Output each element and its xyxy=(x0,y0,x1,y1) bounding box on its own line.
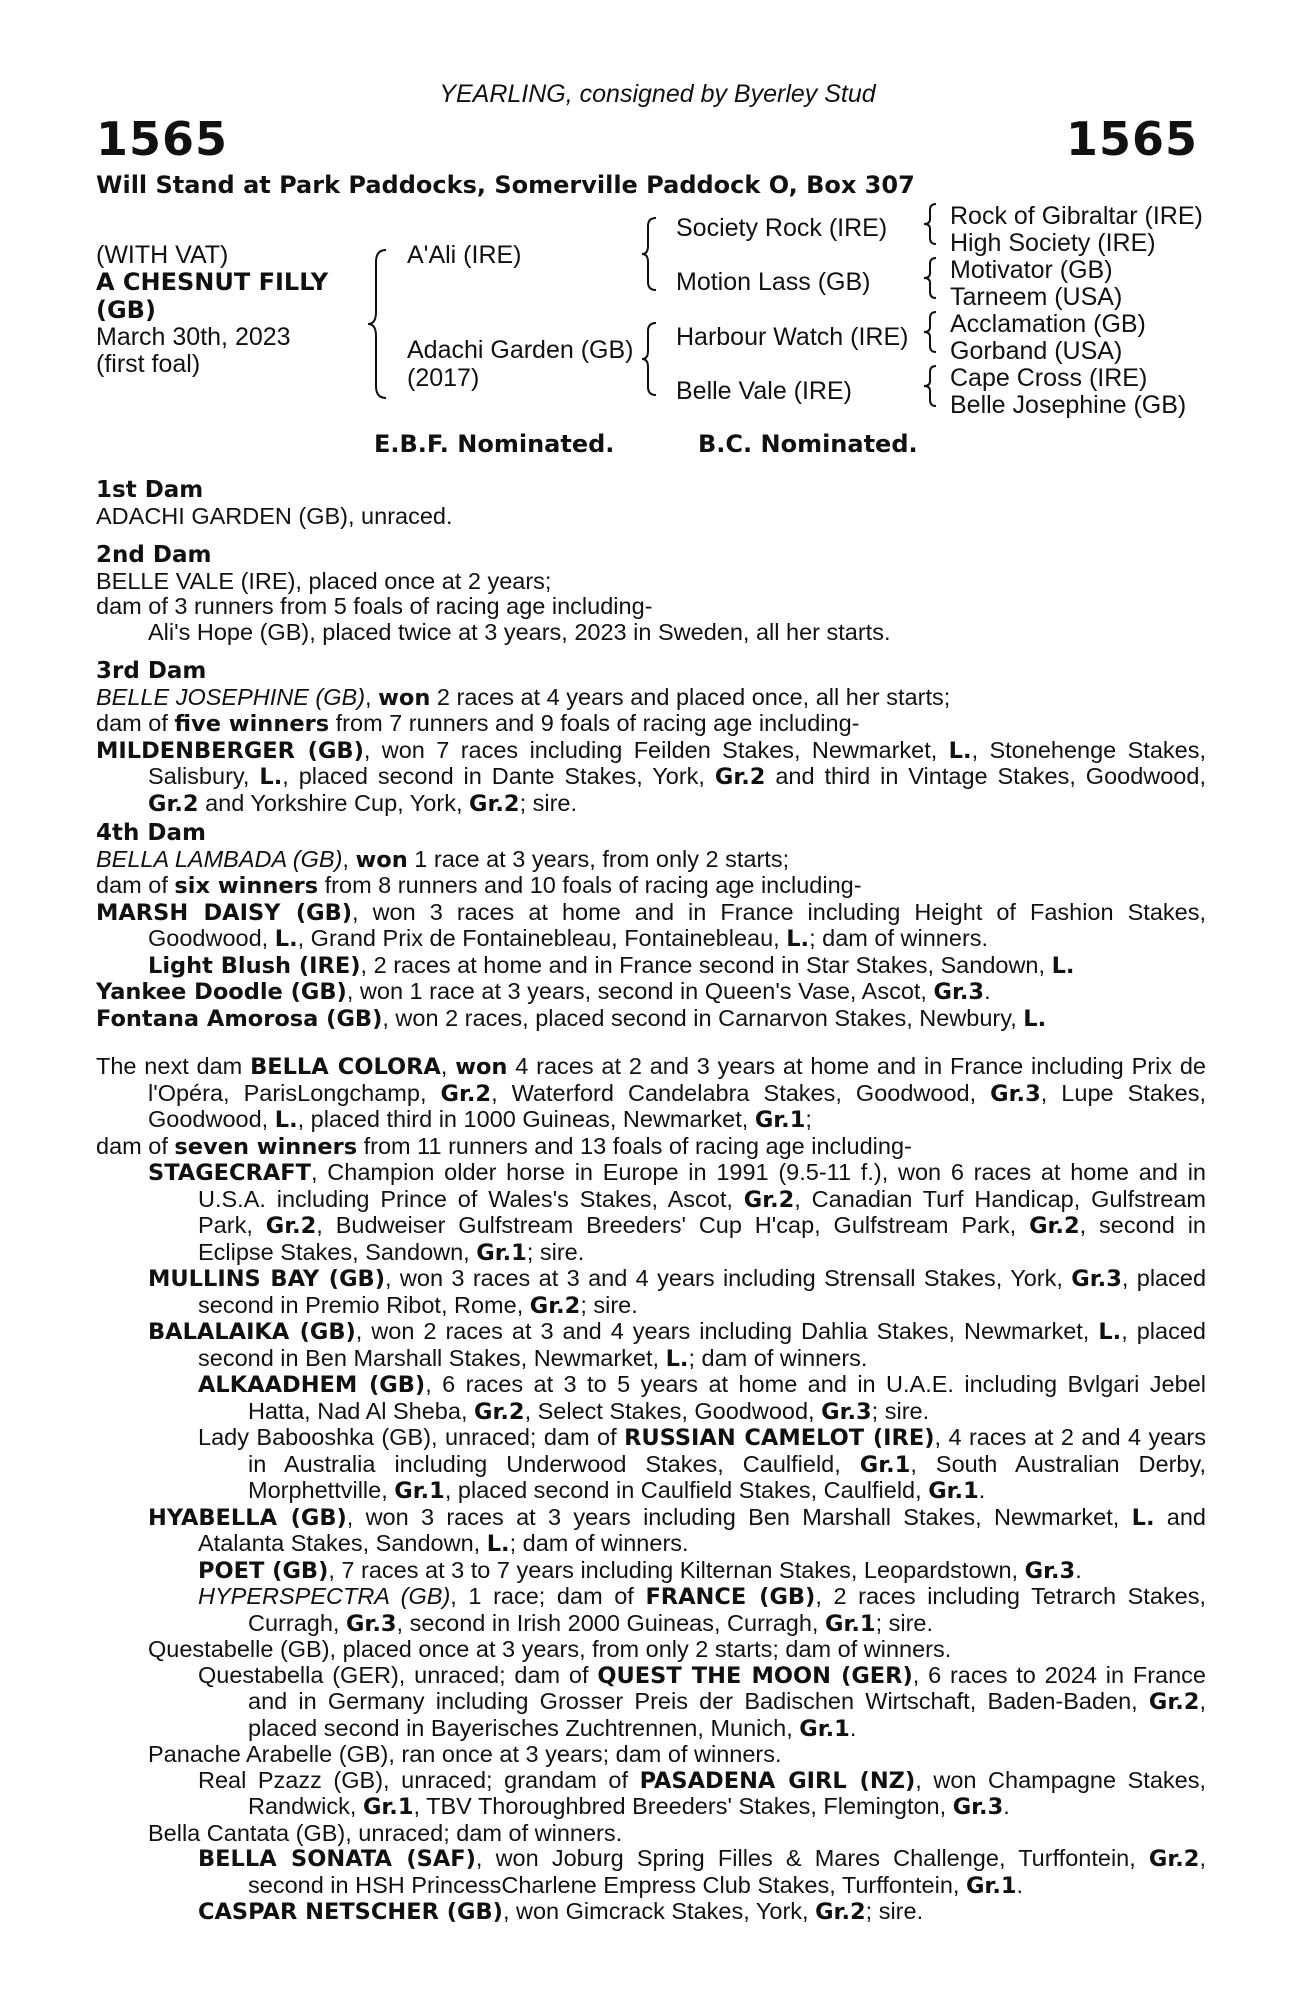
produce-mildenberger xyxy=(96,738,1206,818)
second-dam-line: BELLE VALE (IRE), placed once at 2 years; xyxy=(96,567,552,594)
horse-name: FRANCE (GB) xyxy=(645,1584,816,1610)
grade: Gr.2 xyxy=(714,764,766,790)
text: , won 1 race at 3 years, second in Queen's Vase, Ascot, xyxy=(346,978,934,1004)
ancestor-8: Belle Josephine (GB) xyxy=(950,391,1187,419)
pedigree-brace-g2 xyxy=(922,256,940,300)
produce-panache-arabelle: Panache Arabelle (GB), ran once at 3 years; dam of winners. xyxy=(148,1741,782,1767)
text: ; sire. xyxy=(526,1238,585,1265)
grade: L. xyxy=(1098,1319,1122,1345)
won-label: won xyxy=(355,846,408,873)
consignment-header: YEARLING, consigned by Byerley Stud xyxy=(439,80,876,108)
text: . xyxy=(1003,1793,1010,1819)
produce-bella-cantata: Bella Cantata (GB), unraced; dam of winners. xyxy=(148,1819,623,1846)
grade: Gr.1 xyxy=(799,1715,850,1742)
winners-count: seven winners xyxy=(174,1133,358,1160)
horse-name: CASPAR NETSCHER (GB) xyxy=(198,1899,503,1925)
produce-marsh-daisy xyxy=(96,900,1206,953)
grade: Gr.3 xyxy=(990,1080,1041,1107)
grade: Gr.2 xyxy=(148,790,199,817)
horse-name: BELLA SONATA (SAF) xyxy=(198,1846,476,1872)
grade: Gr.1 xyxy=(394,1478,445,1504)
text: ; sire. xyxy=(580,1291,638,1318)
text: from 8 runners and 10 foals of racing age including- xyxy=(318,872,862,898)
next-dam-produce-line xyxy=(96,1134,1206,1161)
grade: Gr.1 xyxy=(965,1872,1017,1899)
fourth-dam-line: BELLA LAMBADA (GB), won 1 race at 3 years, from only 2 starts; xyxy=(96,845,790,873)
produce-alkaadhem xyxy=(96,1372,1206,1425)
text: ; sire. xyxy=(871,1397,930,1424)
second-dam-heading: 2nd Dam xyxy=(96,542,212,568)
text: . xyxy=(984,978,991,1004)
horse-name: STAGECRAFT xyxy=(148,1160,312,1186)
horse-name: Fontana Amorosa (GB) xyxy=(96,1005,383,1032)
grade: L. xyxy=(274,1107,298,1133)
stand-location: Will Stand at Park Paddocks, Somerville Paddock O, Box 307 xyxy=(96,171,915,199)
won-label: won xyxy=(455,1054,508,1080)
winners-count: six winners xyxy=(174,873,319,899)
grade: Gr.2 xyxy=(1029,1213,1080,1239)
second-dam-produce: Ali's Hope (GB), placed twice at 3 years, 2023 in Sweden, all her starts. xyxy=(148,618,891,645)
dam-history xyxy=(96,478,1206,1926)
section-gap xyxy=(96,1032,1206,1054)
text: , placed second in Bayerisches Zuchtrennen, Munich, xyxy=(248,1688,1206,1741)
text: Lady Babooshka (GB), unraced; dam of xyxy=(198,1424,625,1450)
text: and Yorkshire Cup, York, xyxy=(198,789,469,816)
text: , TBV Thoroughbred Breeders' Stakes, Flemington, xyxy=(413,1793,953,1819)
text: , 7 races at 3 to 7 years including Kilternan Stakes, Leopardstown, xyxy=(328,1556,1025,1583)
text: . xyxy=(1016,1871,1024,1898)
winners-count: five winners xyxy=(174,711,330,737)
horse-name: HYABELLA (GB) xyxy=(148,1504,347,1531)
text: , placed third in 1000 Guineas, Newmarket, xyxy=(297,1106,755,1132)
foal-note: (first foal) xyxy=(96,350,201,378)
produce-balalaika xyxy=(96,1319,1206,1372)
pedigree-brace-g1 xyxy=(922,202,940,246)
grade: L. xyxy=(486,1531,510,1557)
text: , Budweiser Gulfstream Breeders' Cup H'cap, Gulfstream Park, xyxy=(316,1212,1030,1238)
dam-name: Adachi Garden (GB) xyxy=(407,336,634,364)
text: , Stonehenge Stakes, Salisbury, xyxy=(148,736,1206,789)
text: , 6 races at 3 to 5 years at home and in U.A.E. including Bvlgari Jebel Hatta, Nad Al Sheba, xyxy=(248,1371,1206,1424)
produce-fontana-amorosa xyxy=(96,1006,1206,1033)
grade: Gr.2 xyxy=(265,1213,317,1239)
text: , won 2 races, placed second in Carnarvon Stakes, Newbury, xyxy=(382,1004,1024,1031)
pedigree-brace-sire xyxy=(640,216,660,292)
grade: L. xyxy=(1023,1005,1047,1032)
grade: Gr.1 xyxy=(754,1107,806,1133)
sire-sire: Society Rock (IRE) xyxy=(676,214,888,242)
text: , second in Eclipse Stakes, Sandown, xyxy=(198,1212,1206,1265)
produce-hyperspectra xyxy=(96,1584,1206,1637)
grade: Gr.3 xyxy=(1071,1266,1122,1292)
text: Real Pzazz (GB), unraced; grandam of xyxy=(198,1766,640,1793)
next-dam-record: The next dam BELLA COLORA, won 4 races at 2 and 3 years at home and in France including Prix de l'Opéra, ParisLongchamp, Gr.2, Waterford Candelabra Stakes, Goodwood, Gr.3, Lupe Stakes, Goodwood, L., placed third in 1000 Guineas, Newmarket, Gr.1; xyxy=(96,1053,1206,1133)
produce-mullins-bay xyxy=(96,1266,1206,1319)
grade: L. xyxy=(665,1345,689,1372)
grade: Gr.3 xyxy=(1024,1557,1076,1584)
text: , placed second in Caulfield Stakes, Caulfield, xyxy=(444,1477,929,1503)
text: Questabella (GER), unraced; dam of xyxy=(198,1661,598,1688)
text: , 6 races to 2024 in France and in Germany including Grosser Preis der Badischen Wirtschaft, Baden-Baden, xyxy=(248,1661,1206,1714)
text: and third in Vintage Stakes, Goodwood, xyxy=(765,763,1206,789)
grade: Gr.2 xyxy=(743,1186,795,1213)
text: , 2 races at home and in France second in Star Stakes, Sandown, xyxy=(360,951,1052,978)
text: , placed second in Premio Ribot, Rome, xyxy=(198,1265,1207,1318)
sire-name: A'Ali (IRE) xyxy=(407,241,522,269)
ebf-nomination: E.B.F. Nominated. xyxy=(374,430,615,458)
text: , won 3 races at home and in France including Height of Fashion Stakes, Goodwood, xyxy=(148,898,1206,951)
race-record: 1 race at 3 years, from only 2 starts; xyxy=(407,845,790,872)
grade: Gr.2 xyxy=(469,790,520,817)
horse-name-country: (GB) xyxy=(96,296,156,324)
vat-note: (WITH VAT) xyxy=(96,241,229,269)
lot-number-left: 1565 xyxy=(96,112,229,166)
grade: Gr.3 xyxy=(952,1794,1004,1820)
grade: Gr.2 xyxy=(440,1080,492,1107)
text: , South Australian Derby, Morphettville, xyxy=(248,1450,1207,1503)
grade: L. xyxy=(1131,1504,1155,1531)
grade: L. xyxy=(1051,952,1075,979)
dam-dam: Belle Vale (IRE) xyxy=(676,377,852,405)
bc-nomination: B.C. Nominated. xyxy=(698,430,918,458)
produce-questabella xyxy=(96,1663,1206,1743)
grade: L. xyxy=(786,926,810,952)
text: , Grand Prix de Fontainebleau, Fontainebleau, xyxy=(297,925,787,951)
grade: Gr.1 xyxy=(362,1794,414,1820)
horse-name: QUEST THE MOON (GER) xyxy=(597,1662,913,1689)
grade: Gr.1 xyxy=(928,1478,979,1504)
horse-name: HYPERSPECTRA (GB) xyxy=(198,1583,451,1609)
text: , Canadian Turf Handicap, Gulfstream Park, xyxy=(198,1185,1206,1238)
text: , Waterford Candelabra Stakes, Goodwood, xyxy=(491,1079,991,1106)
text: from 7 runners and 9 foals of racing age including- xyxy=(329,710,860,736)
text: , 2 races including Tetrarch Stakes, Curragh, xyxy=(248,1583,1206,1636)
text: dam of xyxy=(96,872,175,898)
horse-name: Yankee Doodle (GB) xyxy=(96,979,347,1005)
grade: L. xyxy=(259,764,283,790)
text: , won Champagne Stakes, Randwick, xyxy=(248,1766,1206,1819)
text: , won Joburg Spring Filles & Mares Challenge, Turffontein, xyxy=(475,1845,1149,1871)
grade: Gr.2 xyxy=(815,1899,866,1925)
produce-poet xyxy=(96,1558,1206,1585)
text: , Select Stakes, Goodwood, xyxy=(524,1397,822,1424)
third-dam-heading: 3rd Dam xyxy=(96,658,207,684)
produce-light-blush xyxy=(96,953,1206,980)
text: The next dam xyxy=(96,1053,251,1079)
text: , won 7 races including Feilden Stakes, Newmarket, xyxy=(363,736,949,763)
ancestor-7: Cape Cross (IRE) xyxy=(950,364,1148,392)
horse-name: POET (GB) xyxy=(198,1557,329,1584)
produce-yankee-doodle xyxy=(96,979,1206,1006)
third-dam-line xyxy=(96,711,1206,738)
produce-hyabella xyxy=(96,1505,1206,1558)
text: , won 2 races at 3 and 4 years including Dahlia Stakes, Newmarket, xyxy=(355,1318,1099,1344)
text: ; dam of winners. xyxy=(809,925,989,951)
horse-name: MARSH DAISY (GB) xyxy=(96,899,352,926)
pedigree-brace-dam xyxy=(640,321,660,397)
produce-bella-sonata xyxy=(96,1846,1206,1899)
text: , placed second in Dante Stakes, York, xyxy=(282,763,715,789)
text: , won Gimcrack Stakes, York, xyxy=(502,1898,816,1924)
dam-year: (2017) xyxy=(407,364,480,392)
grade: Gr.1 xyxy=(859,1451,911,1478)
grade: L. xyxy=(948,737,972,764)
text: , Lupe Stakes, Goodwood, xyxy=(148,1079,1206,1132)
horse-name: MULLINS BAY (GB) xyxy=(148,1266,385,1292)
grade: Gr.3 xyxy=(933,979,985,1005)
grade: Gr.2 xyxy=(1148,1689,1200,1715)
grade: Gr.3 xyxy=(821,1398,872,1425)
text: 4 races at 2 and 3 years at home and in France including Prix de l'Opéra, ParisLongchamp, xyxy=(148,1053,1206,1106)
ancestor-5: Acclamation (GB) xyxy=(950,310,1146,338)
text: , placed second in Ben Marshall Stakes, Newmarket, xyxy=(198,1318,1206,1371)
produce-lady-babooshka xyxy=(96,1425,1206,1505)
fourth-dam-heading: 4th Dam xyxy=(96,820,206,846)
dam-name: BELLA COLORA xyxy=(250,1054,441,1080)
first-dam-text: ADACHI GARDEN (GB), unraced. xyxy=(96,502,453,529)
text: , second in HSH PrincessCharlene Empress Club Stakes, Turffontein, xyxy=(248,1845,1206,1898)
pedigree-brace-g4 xyxy=(922,364,940,408)
horse-name: ALKAADHEM (GB) xyxy=(198,1372,426,1398)
text: ; dam of winners. xyxy=(509,1530,689,1556)
text: ; sire. xyxy=(865,1898,924,1924)
horse-name: Light Blush (IRE) xyxy=(148,952,361,979)
ancestor-1: Rock of Gibraltar (IRE) xyxy=(950,202,1203,230)
race-record: 2 races at 4 years and placed once, all her starts; xyxy=(430,683,951,710)
text: , Champion older horse in Europe in 1991 (9.5-11 f.), won 6 races at home and in U.S.A. including Prince of Wales's Stakes, Ascot, xyxy=(198,1159,1206,1212)
text: . xyxy=(1075,1556,1082,1583)
grade: Gr.1 xyxy=(825,1610,876,1637)
ancestor-6: Gorband (USA) xyxy=(950,337,1123,365)
produce-stagecraft xyxy=(96,1160,1206,1266)
text: ; xyxy=(805,1106,812,1132)
grade: Gr.3 xyxy=(345,1610,397,1637)
horse-name: A CHESNUT FILLY xyxy=(96,268,329,296)
text: ; dam of winners. xyxy=(688,1344,868,1371)
text: , won 3 races at 3 and 4 years including Strensall Stakes, York, xyxy=(385,1265,1072,1291)
horse-name: MILDENBERGER (GB) xyxy=(96,737,364,764)
horse-name: BALALAIKA (GB) xyxy=(148,1319,356,1345)
ancestor-2: High Society (IRE) xyxy=(950,229,1156,257)
text: . xyxy=(978,1477,986,1503)
text: ; sire. xyxy=(519,789,578,816)
text: , second in Irish 2000 Guineas, Curragh, xyxy=(396,1609,825,1636)
grade: Gr.1 xyxy=(476,1239,527,1266)
second-dam-line: dam of 3 runners from 5 foals of racing age including- xyxy=(96,593,653,619)
won-label: won xyxy=(378,684,431,711)
produce-questabelle: Questabelle (GB), placed once at 3 years, from only 2 starts; dam of winners. xyxy=(148,1636,952,1662)
date-of-birth: March 30th, 2023 xyxy=(96,323,291,351)
dam-sire: Harbour Watch (IRE) xyxy=(676,323,909,351)
first-dam-heading: 1st Dam xyxy=(96,477,204,503)
grade: Gr.2 xyxy=(529,1292,581,1319)
produce-caspar-netscher xyxy=(96,1899,1206,1926)
text: , 4 races at 2 and 4 years in Australia including Underwood Stakes, Caulfield, xyxy=(248,1424,1206,1477)
horse-name: RUSSIAN CAMELOT (IRE) xyxy=(624,1425,935,1451)
grade: L. xyxy=(274,926,298,952)
pedigree-brace-gen1 xyxy=(366,248,390,400)
text: , won 3 races at 3 years including Ben Marshall Stakes, Newmarket, xyxy=(346,1503,1132,1530)
pedigree-brace-g3 xyxy=(922,310,940,354)
horse-name: PASADENA GIRL (NZ) xyxy=(639,1767,916,1794)
dam-name: BELLA LAMBADA (GB) xyxy=(96,845,343,872)
ancestor-4: Tarneem (USA) xyxy=(950,283,1123,311)
text: , 1 race; dam of xyxy=(450,1583,646,1609)
sire-dam: Motion Lass (GB) xyxy=(676,268,871,296)
text: ; sire. xyxy=(875,1609,934,1636)
text: . xyxy=(849,1714,857,1741)
text: dam of xyxy=(96,1132,175,1159)
text: dam of xyxy=(96,710,175,736)
grade: Gr.2 xyxy=(1148,1846,1200,1872)
text: from 11 runners and 13 foals of racing age including- xyxy=(357,1132,912,1159)
text: and Atalanta Stakes, Sandown, xyxy=(198,1503,1206,1556)
third-dam-line: BELLE JOSEPHINE (GB), won 2 races at 4 years and placed once, all her starts; xyxy=(96,683,951,711)
lot-number-right: 1565 xyxy=(1065,112,1198,166)
fourth-dam-line xyxy=(96,873,1206,900)
grade: Gr.2 xyxy=(474,1398,525,1425)
ancestor-3: Motivator (GB) xyxy=(950,256,1113,284)
dam-name: BELLE JOSEPHINE (GB) xyxy=(96,683,366,710)
produce-real-pzazz xyxy=(96,1768,1206,1821)
